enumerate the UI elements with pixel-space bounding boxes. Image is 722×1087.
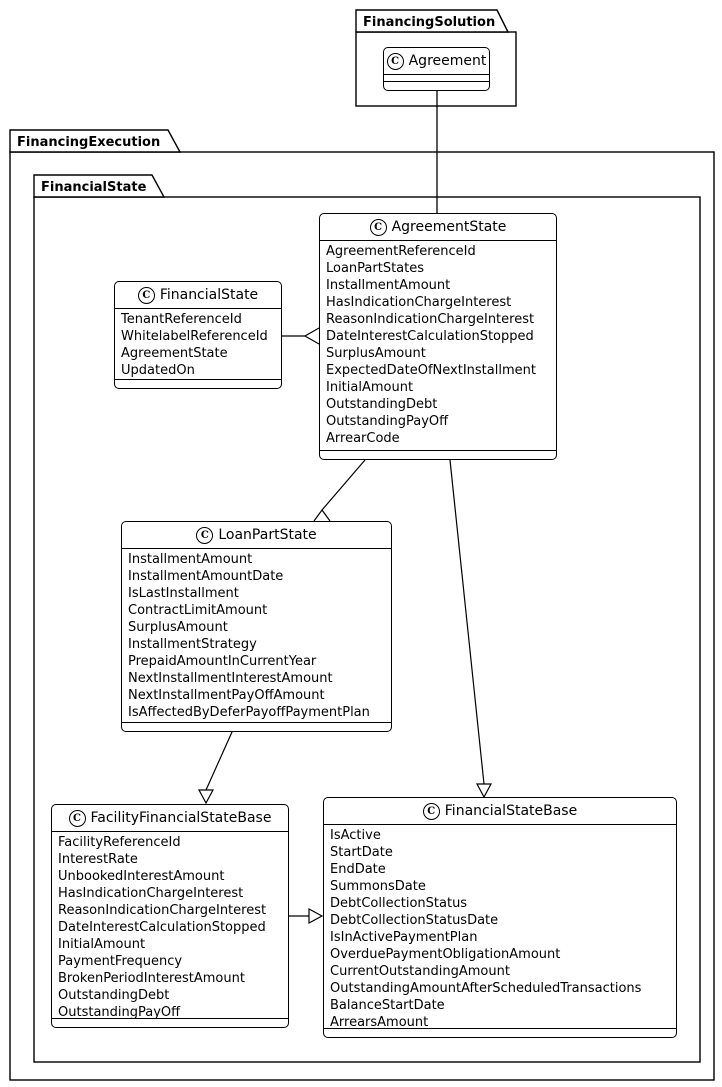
class-attribute: FacilityReferenceId: [58, 835, 181, 850]
class-icon: C: [387, 53, 404, 70]
class-financial-state-methods-empty: [115, 379, 281, 388]
class-attribute: IsAffectedByDeferPayoffPaymentPlan: [128, 705, 370, 720]
class-attribute: ExpectedDateOfNextInstallment: [326, 363, 536, 378]
class-attribute: CurrentOutstandingAmount: [330, 964, 510, 979]
class-attribute: DebtCollectionStatusDate: [330, 913, 499, 928]
class-icon: C: [423, 803, 440, 820]
class-financial-state-base-title: [324, 798, 676, 825]
package-title-financing-execution: FinancingExecution: [17, 135, 161, 150]
class-attribute: AgreementReferenceId: [326, 244, 476, 259]
class-name: FacilityFinancialStateBase: [90, 810, 272, 826]
class-attribute: IsInActivePaymentPlan: [330, 930, 478, 945]
class-loan-part-state-methods-empty: [122, 722, 391, 731]
class-attribute: BrokenPeriodInterestAmount: [58, 971, 245, 986]
class-agreement-state-methods-empty: [320, 450, 556, 459]
package-title-financing-solution: FinancingSolution: [363, 15, 496, 30]
class-attribute: InitialAmount: [326, 380, 414, 395]
class-icon: C: [138, 287, 155, 304]
class-attribute: AgreementState: [121, 346, 228, 361]
class-attribute: StartDate: [330, 845, 393, 860]
class-icon: C: [69, 810, 86, 827]
class-agreement-state-title: [320, 214, 556, 241]
class-attribute: OutstandingPayOff: [326, 414, 449, 429]
class-attribute: UnbookedInterestAmount: [58, 869, 225, 884]
class-attribute: ArrearsAmount: [330, 1015, 429, 1028]
class-attribute: InstallmentAmount: [128, 552, 253, 567]
class-agreement-state: [319, 213, 557, 460]
class-financial-state-title: [115, 282, 281, 309]
class-name: FinancialState: [159, 287, 259, 303]
class-attribute: WhitelabelReferenceId: [121, 329, 268, 344]
class-attribute: InstallmentStrategy: [128, 637, 257, 652]
class-attribute: InstallmentAmountDate: [128, 569, 284, 584]
class-attribute: InitialAmount: [58, 937, 146, 952]
class-financial-state-attributes: [115, 309, 281, 379]
class-name: AgreementState: [391, 219, 507, 235]
class-attribute: IsActive: [330, 828, 381, 843]
class-attribute: OutstandingDebt: [58, 988, 170, 1003]
class-attribute: InstallmentAmount: [326, 278, 451, 293]
class-financial-state: [114, 281, 282, 389]
class-facility-financial-state-base: [51, 804, 289, 1028]
class-agreement: [383, 47, 490, 91]
class-financial-state-base-methods-empty: [324, 1028, 676, 1037]
class-attribute: ReasonIndicationChargeInterest: [58, 903, 267, 918]
class-attribute: PaymentFrequency: [58, 954, 183, 969]
class-agreement-title: [384, 48, 489, 75]
class-attribute: PrepaidAmountInCurrentYear: [128, 654, 317, 669]
class-attribute: OutstandingDebt: [326, 397, 438, 412]
class-attribute: UpdatedOn: [121, 363, 195, 378]
class-attribute: NextInstallmentInterestAmount: [128, 671, 333, 686]
class-name: Agreement: [408, 53, 487, 69]
class-attribute: TenantReferenceId: [121, 312, 242, 327]
class-attribute: HasIndicationChargeInterest: [326, 295, 512, 310]
class-financial-state-base-attributes: [324, 825, 676, 1028]
class-attribute: EndDate: [330, 862, 386, 877]
class-facility-financial-state-base-title: [52, 805, 288, 832]
class-facility-financial-state-base-methods-empty: [52, 1018, 288, 1027]
class-agreement-methods-empty: [384, 81, 489, 90]
class-icon: C: [370, 219, 387, 236]
class-name: LoanPartState: [218, 527, 317, 543]
class-loan-part-state-attributes: [122, 549, 391, 722]
class-attribute: SummonsDate: [330, 879, 426, 894]
class-loan-part-state: [121, 521, 392, 732]
class-attribute: BalanceStartDate: [330, 998, 445, 1013]
class-attribute: ArrearCode: [326, 431, 400, 446]
class-name: FinancialStateBase: [444, 803, 578, 819]
package-title-financial-state: FinancialState: [41, 180, 147, 195]
class-agreement-state-attributes: [320, 241, 556, 450]
class-attribute: DateInterestCalculationStopped: [58, 920, 266, 935]
class-icon: C: [196, 527, 213, 544]
class-attribute: InterestRate: [58, 852, 138, 867]
class-facility-financial-state-base-attributes: [52, 832, 288, 1018]
class-attribute: ReasonIndicationChargeInterest: [326, 312, 535, 327]
class-attribute: LoanPartStates: [326, 261, 425, 276]
class-attribute: ContractLimitAmount: [128, 603, 268, 618]
class-attribute: DebtCollectionStatus: [330, 896, 468, 911]
class-financial-state-base: [323, 797, 677, 1038]
class-attribute: DateInterestCalculationStopped: [326, 329, 534, 344]
class-attribute: NextInstallmentPayOffAmount: [128, 688, 325, 703]
class-attribute: OverduePaymentObligationAmount: [330, 947, 561, 962]
class-loan-part-state-title: [122, 522, 391, 549]
class-attribute: OutstandingPayOff: [58, 1005, 181, 1018]
class-attribute: IsLastInstallment: [128, 586, 239, 601]
class-attribute: SurplusAmount: [326, 346, 426, 361]
class-attribute: HasIndicationChargeInterest: [58, 886, 244, 901]
class-attribute: SurplusAmount: [128, 620, 228, 635]
class-attribute: OutstandingAmountAfterScheduledTransactions: [330, 981, 642, 996]
